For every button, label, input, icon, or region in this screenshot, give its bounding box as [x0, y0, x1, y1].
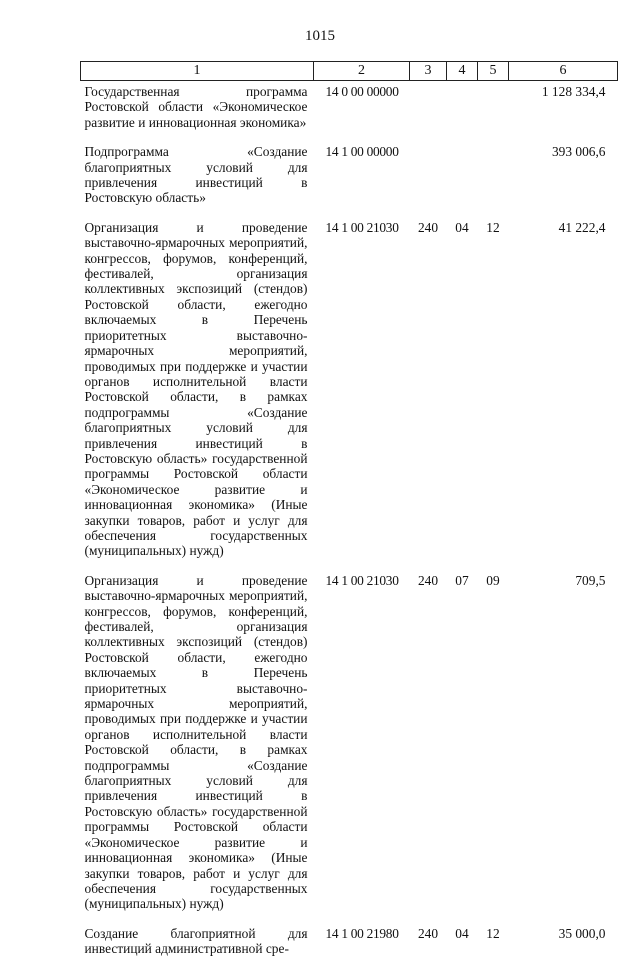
table-header [81, 62, 618, 81]
row-expense-type [410, 141, 447, 217]
row-expense-type: 240 [417, 572, 439, 588]
header-col-5: 5 [478, 62, 509, 81]
row-name: Подпрограмма «Создание благоприятных условий для привлечения инвестиций в Ростовскую область» [84, 144, 308, 206]
table-row [81, 81, 618, 142]
row-name: Государственная программа Ростовской области «Экономическое развитие и инновационная экономика» [84, 84, 308, 130]
header-col-2: 2 [314, 62, 410, 81]
header-row [81, 62, 618, 81]
row-sum: 1 128 334,4 [541, 84, 606, 99]
row-section [447, 81, 478, 142]
table-row [81, 217, 618, 570]
header-col-3: 3 [410, 62, 447, 81]
header-col-4: 4 [447, 62, 478, 81]
row-section [447, 141, 478, 217]
page-number: 1015 [305, 28, 335, 44]
row-expense-type: 240 [417, 219, 439, 235]
row-subsection: 12 [486, 219, 500, 235]
row-expense-type [410, 81, 447, 142]
row-sum: 41 222,4 [558, 219, 606, 235]
row-target-code: 14 1 00 21030 [325, 572, 399, 588]
header-col-6: 6 [509, 62, 618, 81]
row-name: Создание благоприятной для инвестиций административной сре- [84, 925, 308, 957]
row-name: Организация и проведение выставочно-ярмарочных мероприятий, конгрессов, форумов, конференций, фестивалей, организация коллективных экспозиций (стендов) Ростовской области, ежегодно включаемых в Перечень приоритетных выставочно-ярмарочных мероприятий, проводимых при поддержке и участии органов исполнительной власти Ростовской области, в рамках подпрограммы «Создание благоприятных условий для привлечения инвестиций в Ростовскую область» государственной программы Ростовской области «Экономическое развитие и инновационная экономика» (Иные закупки товаров, работ и услуг для обеспечения государственных (муниципальных) нужд) [84, 572, 308, 912]
table-body [81, 81, 618, 968]
row-sum: 709,5 [575, 572, 606, 588]
row-subsection [478, 81, 509, 142]
header-col-1: 1 [81, 62, 314, 81]
row-section: 04 [455, 925, 469, 941]
budget-table [80, 61, 618, 968]
row-expense-type: 240 [417, 925, 439, 941]
row-sum: 35 000,0 [558, 925, 606, 941]
row-subsection: 12 [486, 925, 500, 941]
row-name: Организация и проведение выставочно-ярмарочных мероприятий, конгрессов, форумов, конференций, фестивалей, организация коллективных экспозиций (стендов) Ростовской области, ежегодно включаемых в Перечень приоритетных выставочно-ярмарочных мероприятий, проводимых при поддержке и участии органов исполнительной власти Ростовской области, в рамках подпрограммы «Создание благоприятных условий для привлечения инвестиций в Ростовскую область» государственной программы Ростовской области «Экономическое развитие и инновационная экономика» (Иные закупки товаров, работ и услуг для обеспечения государственных (муниципальных) нужд) [84, 219, 308, 559]
row-target-code: 14 1 00 21980 [325, 925, 399, 941]
table-row [81, 141, 618, 217]
row-target-code: 14 1 00 00000 [325, 144, 399, 160]
row-target-code: 14 0 00 00000 [325, 84, 399, 99]
table-row [81, 570, 618, 923]
row-target-code: 14 1 00 21030 [325, 219, 399, 235]
row-subsection: 09 [486, 572, 500, 588]
row-sum: 393 006,6 [551, 144, 606, 160]
table-row [81, 923, 618, 968]
row-section: 04 [455, 219, 469, 235]
row-subsection [478, 141, 509, 217]
row-section: 07 [455, 572, 469, 588]
